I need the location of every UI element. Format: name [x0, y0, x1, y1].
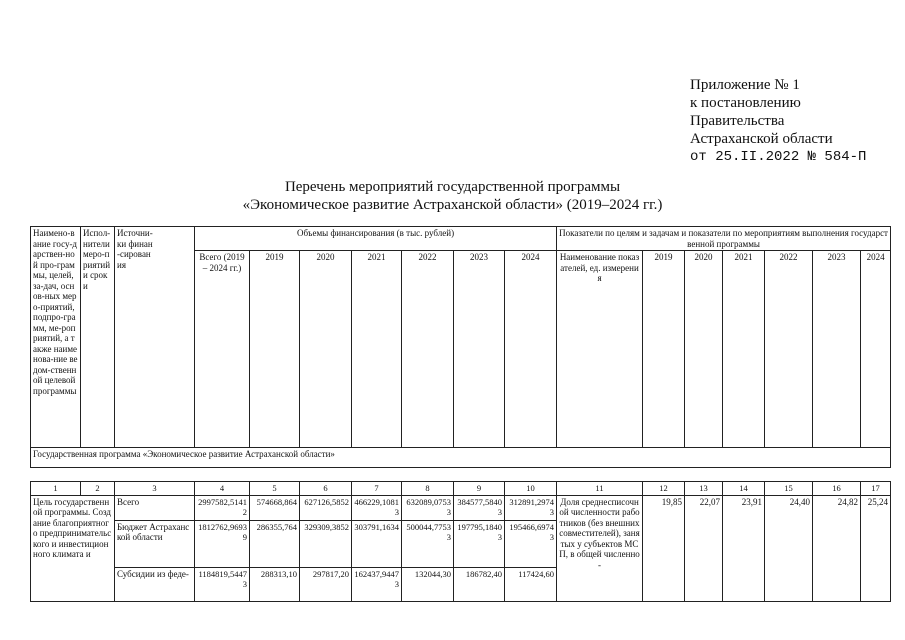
- value-cell: 195466,69743: [505, 520, 557, 567]
- value-cell: 186782,40: [454, 567, 505, 601]
- value-cell: 286355,764: [250, 520, 300, 567]
- head-ind-year: 2024: [861, 251, 891, 448]
- value-cell: 197795,18403: [454, 520, 505, 567]
- head-indicators: Показатели по целям и задачам и показатели по мероприятиям выполнения государственной программы: [557, 227, 891, 251]
- indicator-value: 22,07: [685, 495, 723, 601]
- value-cell: 574668,864: [250, 495, 300, 520]
- col-number: 13: [685, 482, 723, 496]
- head-indicator-name: Наименование показателей, ед. измерения: [557, 251, 643, 448]
- head-year: 2022: [402, 251, 454, 448]
- col-number: 12: [643, 482, 685, 496]
- indicator-value: 24,82: [813, 495, 861, 601]
- value-cell: 329309,3852: [300, 520, 352, 567]
- head-year: 2024: [505, 251, 557, 448]
- head-ind-year: 2020: [685, 251, 723, 448]
- value-cell: 312891,29743: [505, 495, 557, 520]
- goal-cell: Цель государственной программы. Создание благоприятного предпринимательского и инвестиционного климата и: [31, 495, 115, 601]
- indicator-value: 24,40: [765, 495, 813, 601]
- annex-line: Правительства: [690, 113, 785, 129]
- value-cell: 627126,5852: [300, 495, 352, 520]
- col-number: 1: [31, 482, 81, 496]
- col-number: 11: [557, 482, 643, 496]
- head-ind-year: 2019: [643, 251, 685, 448]
- head-year: 2020: [300, 251, 352, 448]
- col-number: 5: [250, 482, 300, 496]
- value-cell: 1184819,54473: [195, 567, 250, 601]
- source-cell: Бюджет Астраханской области: [115, 520, 195, 567]
- indicator-value: 19,85: [643, 495, 685, 601]
- col-number: 10: [505, 482, 557, 496]
- head-year: 2023: [454, 251, 505, 448]
- value-cell: 1812762,96939: [195, 520, 250, 567]
- source-cell: Всего: [115, 495, 195, 520]
- value-cell: 384577,58403: [454, 495, 505, 520]
- head-ind-year: 2023: [813, 251, 861, 448]
- head-year: 2019: [250, 251, 300, 448]
- indicator-cell: Доля среднесписочной численности работников (без внешних совместителей), занятых у субъектов МСП, в общей численно-: [557, 495, 643, 601]
- value-cell: 162437,94473: [352, 567, 402, 601]
- value-cell: 500044,77533: [402, 520, 454, 567]
- header-table: [30, 226, 891, 468]
- col-number: 9: [454, 482, 505, 496]
- head-total: Всего (2019 – 2024 гг.): [195, 251, 250, 448]
- program-row: Государственная программа «Экономическое развитие Астраханской области»: [31, 447, 891, 467]
- value-cell: 288313,10: [250, 567, 300, 601]
- value-cell: 632089,07533: [402, 495, 454, 520]
- annex-line: Астраханской области: [690, 131, 833, 147]
- value-cell: 132044,30: [402, 567, 454, 601]
- annex-line: к постановлению: [690, 95, 801, 111]
- head-year: 2021: [352, 251, 402, 448]
- head-sources: Источни-ки финан-сирования: [115, 227, 195, 448]
- head-executors: Испол-нители меро-приятий и сроки: [81, 227, 115, 448]
- body-table: [30, 481, 891, 602]
- col-number: 2: [81, 482, 115, 496]
- col-number: 7: [352, 482, 402, 496]
- col-number: 3: [115, 482, 195, 496]
- annex-line: Приложение № 1: [690, 77, 800, 93]
- value-cell: 117424,60: [505, 567, 557, 601]
- head-funding: Объемы финансирования (в тыс. рублей): [195, 227, 557, 251]
- value-cell: 2997582,51412: [195, 495, 250, 520]
- col-number: 4: [195, 482, 250, 496]
- source-cell: Субсидии из феде-: [115, 567, 195, 601]
- indicator-value: 25,24: [861, 495, 891, 601]
- col-number: 8: [402, 482, 454, 496]
- indicator-value: 23,91: [723, 495, 765, 601]
- annex-decree-line: от 25.II.2022 № 584-П: [690, 149, 867, 165]
- col-number: 6: [300, 482, 352, 496]
- col-number: 15: [765, 482, 813, 496]
- document-title: Перечень мероприятий государственной программы: [284, 179, 621, 195]
- col-number: 17: [861, 482, 891, 496]
- document-subtitle: «Экономическое развитие Астраханской области» (2019–2024 гг.): [242, 197, 663, 213]
- value-cell: 466229,10813: [352, 495, 402, 520]
- annex-block: [690, 76, 866, 166]
- value-cell: 303791,1634: [352, 520, 402, 567]
- col-number: 14: [723, 482, 765, 496]
- head-name: Наимено-вание госу-дарствен-ной про-граммы, целей, за-дач, основ-ных меро-приятий, подпро-грамм, ме-роприятий, а также наименова-ние ведом-ственной целевой программы: [31, 227, 81, 448]
- value-cell: 297817,20: [300, 567, 352, 601]
- head-ind-year: 2021: [723, 251, 765, 448]
- head-ind-year: 2022: [765, 251, 813, 448]
- col-number: 16: [813, 482, 861, 496]
